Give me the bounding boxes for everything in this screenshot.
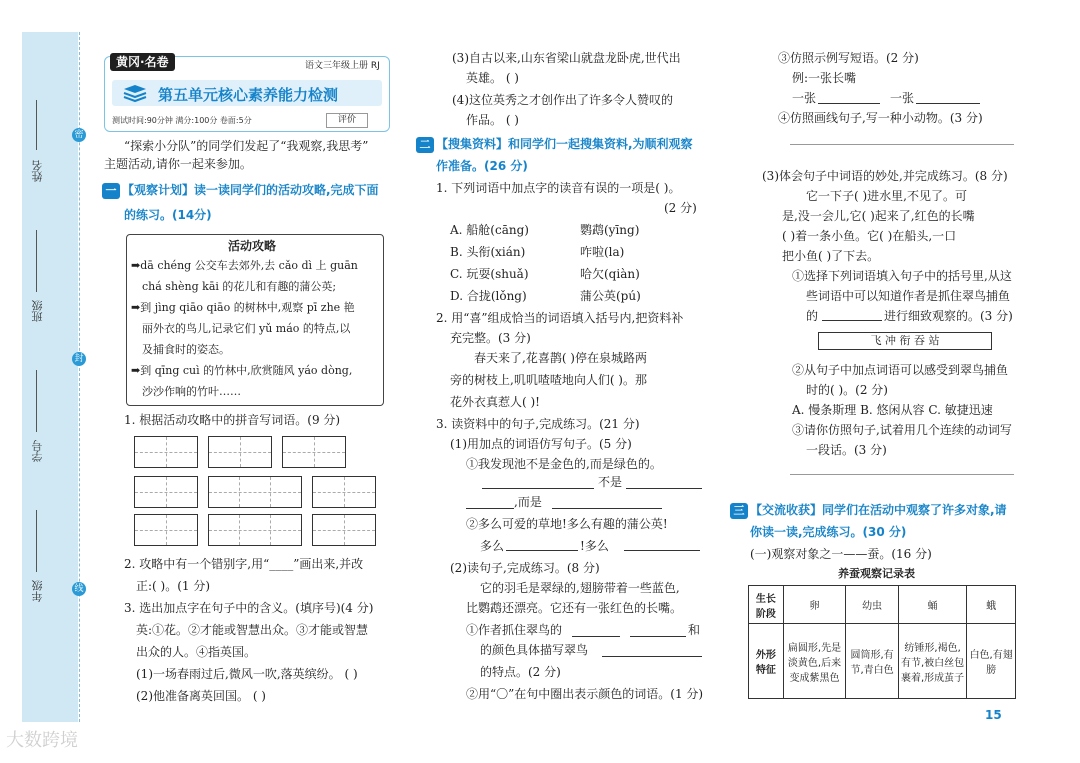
question-3-item: (4)这位英秀之才创作出了许多令人赞叹的 <box>452 93 673 107</box>
class-label: 班级 <box>31 300 44 322</box>
writing-grid[interactable] <box>134 476 198 508</box>
activity-line: ➡到 jìng qiāo qiāo 的树林中,观察 pī zhe 艳 <box>131 301 355 314</box>
answer-line[interactable] <box>466 508 514 509</box>
sub-question: ②用“〇”在句中圈出表示颜色的词语。(1 分) <box>466 687 704 701</box>
table-header: 生长阶段 <box>749 586 784 624</box>
seal-dot: 密 <box>72 128 86 142</box>
answer-line[interactable] <box>572 636 620 637</box>
passage-line: ( )着一条小鱼。它( )在船头,一口 <box>782 229 957 243</box>
sentence-word: 的 <box>806 309 819 323</box>
answer-line[interactable] <box>790 474 1014 475</box>
activity-line: 沙沙作响的竹叶…… <box>142 385 241 398</box>
question-2: 充完整。(3 分) <box>450 331 531 345</box>
passage-line: 是,没一会儿,它( )起来了,红色的长嘴 <box>782 209 975 223</box>
table-header: 幼虫 <box>846 586 899 624</box>
table-header: 蛹 <box>898 586 966 624</box>
section-3-header-2: 你读一读,完成练习。(30 分) <box>750 525 907 539</box>
points: (2 分) <box>664 201 697 215</box>
question-3: 3. 读资料中的句子,完成练习。(21 分) <box>436 417 640 431</box>
answer-line[interactable] <box>630 636 686 637</box>
question-2: 2. 用“喜”组成恰当的词语填入括号内,把资料补 <box>436 311 684 325</box>
student-id-line[interactable] <box>36 370 37 432</box>
binding-margin <box>22 32 78 722</box>
option-b: B. 头衔(xián) <box>450 245 526 259</box>
table-cell: 外形特征 <box>749 624 784 699</box>
sub-question: 进行细致观察的。(3 分) <box>884 309 1013 323</box>
class-line[interactable] <box>36 230 37 292</box>
option-d: 蒲公英(pú) <box>580 289 641 303</box>
subject-label: 语文三年级上册 RJ <box>305 61 380 71</box>
writing-grid[interactable] <box>134 514 198 546</box>
option-c: 哈欠(qiàn) <box>580 267 640 281</box>
score-box[interactable]: 评价 <box>326 113 368 128</box>
option-c: C. 玩耍(shuǎ) <box>450 267 529 281</box>
section-3-header <box>730 500 1007 520</box>
sub-question: 的特点。(2 分) <box>480 665 561 679</box>
sentence-word: 和 <box>688 623 701 637</box>
writing-grid[interactable] <box>282 436 346 468</box>
sub-question: ③仿照示例写短语。(2 分) <box>778 51 919 65</box>
passage-line: 比鹦鹉还漂亮。它还有一张红色的长嘴。 <box>466 601 683 615</box>
table-cell: 圆筒形,有节,青白色 <box>846 624 899 699</box>
section-title: 【搜集资料】和同学们一起搜集资料,为顺利观察 <box>436 137 693 151</box>
passage-line: 花外衣真惹人( )! <box>450 395 541 409</box>
sentence-word: 多么 <box>480 539 505 553</box>
passage-line: 把小鱼( )了下去。 <box>782 249 880 263</box>
section-title: 【交流收获】同学们在活动中观察了许多对象,请 <box>750 503 1007 517</box>
section-number: 二 <box>416 137 434 153</box>
section-number: 三 <box>730 503 748 519</box>
grade-line[interactable] <box>36 510 37 572</box>
book-icon <box>122 83 148 103</box>
question-3-item: (3)自古以来,山东省梁山就盘龙卧虎,世代出 <box>452 51 681 65</box>
sub-question: ②多么可爱的草地!多么有趣的蒲公英! <box>466 517 668 531</box>
activity-line: 丽外衣的鸟儿,记录它们 yǔ máo 的特点,以 <box>142 322 351 335</box>
sub-question: 些词语中可以知道作者是抓住翠鸟捕鱼 <box>806 289 1011 303</box>
sub-question: ④仿照画线句子,写一种小动物。(3 分) <box>778 111 983 125</box>
passage-line: 它一下子( )进水里,不见了。可 <box>806 189 967 203</box>
answer-line[interactable] <box>626 488 702 489</box>
table-cell: 扁圆形,先是淡黄色,后来变成紫黑色 <box>783 624 846 699</box>
sentence-word: 一张 <box>890 91 915 105</box>
answer-line[interactable] <box>482 488 594 489</box>
section-1-header-2: 的练习。(14分) <box>124 208 212 222</box>
sub-question: ③请你仿照句子,试着用几个连续的动词写 <box>792 423 1012 437</box>
student-id-label: 学号 <box>31 440 44 462</box>
name-label: 姓名 <box>31 160 44 182</box>
section-2-header-2: 作准备。(26 分) <box>436 159 528 173</box>
question-3-item: (2)他准备离英回国。 ( ) <box>136 689 266 703</box>
test-meta: 测试时间:90分钟 满分:100分 卷面:5分 <box>112 116 252 125</box>
watermark: 大数跨境 <box>6 730 78 751</box>
writing-grid[interactable] <box>312 476 376 508</box>
table-header: 蛾 <box>967 586 1016 624</box>
question-3-def: 出众的人。④指英国。 <box>136 645 257 659</box>
answer-line[interactable] <box>790 144 1014 145</box>
sentence-word: !多么 <box>580 539 609 553</box>
example: 例:一张长嘴 <box>792 71 857 85</box>
brand-logo: 黄冈·名卷 <box>110 53 175 71</box>
intro-text: “探索小分队”的同学们发起了“我观察,我思考” <box>124 139 369 153</box>
word-bank: 飞 冲 衔 吞 站 <box>818 332 992 350</box>
seal-dot: 线 <box>72 582 86 596</box>
sub-question: 一段话。(3 分) <box>806 443 887 457</box>
writing-grid[interactable] <box>134 436 198 468</box>
question-1: 1. 下列词语中加点字的读音有误的一项是( )。 <box>436 181 681 195</box>
question-3-def: 英:①花。②才能或智慧出众。③才能或智慧 <box>136 623 369 637</box>
section-2-header <box>416 134 693 154</box>
sub-question: (3)体会句子中词语的妙处,并完成练习。(8 分) <box>762 169 1008 183</box>
section-1-header <box>102 180 379 200</box>
activity-line: ➡到 qīng cuì 的竹林中,欣赏随风 yáo dòng, <box>131 364 353 377</box>
question-3: 3. 选出加点字在句子中的含义。(填序号)(4 分) <box>124 601 374 615</box>
activity-line: 及捕食时的姿态。 <box>142 343 230 356</box>
option-d: D. 合拢(lǒng) <box>450 289 527 303</box>
writing-grid[interactable] <box>312 514 376 546</box>
writing-grid[interactable] <box>208 436 272 468</box>
question-3-item: 英雄。 ( ) <box>466 71 519 85</box>
question-3-item: 作品。 ( ) <box>466 113 519 127</box>
answer-line[interactable] <box>818 103 880 104</box>
sub-question: 的颜色具体描写翠鸟 <box>480 643 589 657</box>
sub-question: ②从句子中加点词语可以感受到翠鸟捕鱼 <box>792 363 1009 377</box>
sub-question: (2)读句子,完成练习。(8 分) <box>450 561 600 575</box>
answer-line[interactable] <box>506 550 578 551</box>
options: A. 慢条斯理 B. 悠闲从容 C. 敏捷迅速 <box>792 403 993 417</box>
writing-grid[interactable] <box>208 476 302 508</box>
intro-text: 主题活动,请你一起来参加。 <box>104 157 252 171</box>
page-title: 第五单元核心素养能力检测 <box>158 86 339 104</box>
option-b: 咋啦(la) <box>580 245 625 259</box>
silkworm-table <box>748 585 1016 699</box>
answer-line[interactable] <box>916 103 980 104</box>
sub-question: ①选择下列词语填入句子中的括号里,从这 <box>792 269 1012 283</box>
answer-line[interactable] <box>822 320 882 321</box>
activity-line: chá shèng kāi 的花儿和有趣的蒲公英; <box>142 280 337 293</box>
writing-grid[interactable] <box>208 514 302 546</box>
question-2: 正:( )。(1 分) <box>136 579 211 593</box>
name-line[interactable] <box>36 100 37 150</box>
sentence-word: 不是 <box>598 475 623 489</box>
question-2: 2. 攻略中有一个错别字,用“____”画出来,并改 <box>124 557 364 571</box>
option-a: A. 船舱(cāng) <box>450 223 529 237</box>
question-3-item: (1)一场春雨过后,微风一吹,落英缤纷。 ( ) <box>136 667 358 681</box>
sub-question: ①作者抓住翠鸟的 <box>466 623 563 637</box>
option-a: 鹦鹉(yīng) <box>580 223 640 237</box>
sub-question: ①我发现池不是金色的,而是绿色的。 <box>466 457 662 471</box>
table-title: 养蚕观察记录表 <box>838 567 915 580</box>
passage-line: 旁的树枝上,叽叽喳喳地向人们( )。那 <box>450 373 647 387</box>
question-1: 1. 根据活动攻略中的拼音写词语。(9 分) <box>124 413 341 427</box>
section-number: 一 <box>102 183 120 199</box>
sub-question: 时的( )。(2 分) <box>806 383 888 397</box>
table-cell: 纺锤形,褐色,有节,被白丝包裹着,形成茧子 <box>898 624 966 699</box>
sub-question: (1)用加点的词语仿写句子。(5 分) <box>450 437 632 451</box>
answer-line[interactable] <box>552 508 662 509</box>
passage-line: 它的羽毛是翠绿的,翅膀带着一些蓝色, <box>480 581 680 595</box>
answer-line[interactable] <box>602 656 702 657</box>
sentence-word: ,而是 <box>514 495 542 509</box>
page-number: 15 <box>985 708 1002 722</box>
table-cell: 白色,有翅膀 <box>967 624 1016 699</box>
table-header: 卵 <box>783 586 846 624</box>
sentence-word: 一张 <box>792 91 817 105</box>
answer-line[interactable] <box>624 550 700 551</box>
grade-label: 年级 <box>31 580 44 602</box>
activity-title: 活动攻略 <box>228 239 277 253</box>
seal-dot: 封 <box>72 352 86 366</box>
sub-question: (一)观察对象之一——蚕。(16 分) <box>750 547 932 561</box>
section-title: 【观察计划】读一读同学们的活动攻略,完成下面 <box>122 183 379 197</box>
passage-line: 春天来了,花喜鹊( )停在泉城路两 <box>474 351 647 365</box>
activity-line: ➡dā chéng 公交车去郊外,去 cǎo dì 上 guān <box>131 259 358 272</box>
